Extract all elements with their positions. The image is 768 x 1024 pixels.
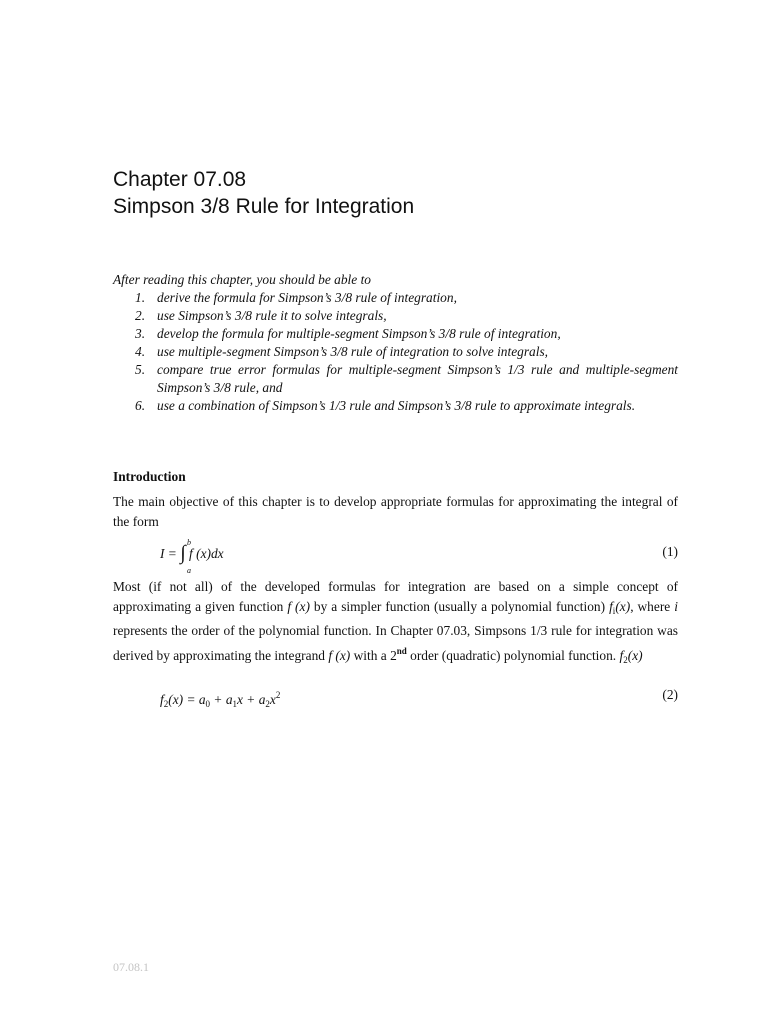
section-heading-introduction: Introduction [113,469,186,484]
objective-item: 5. compare true error formulas for multiple-segment Simpson’s 1/3 rule and multiple-segment Simpson’s 3/8 rule, and [135,362,678,395]
objective-item: 1. derive the formula for Simpson’s 3/8 rule of integration, [135,290,457,305]
objective-item: 3. develop the formula for multiple-segment Simpson’s 3/8 rule of integration, [135,326,561,341]
objective-item: 4. use multiple-segment Simpson’s 3/8 rule of integration to solve integrals, [135,344,549,359]
integral-symbol: ∫ [180,542,186,564]
chapter-number: Chapter 07.08 [113,168,247,191]
integrand: f (x)dx [189,546,224,561]
chapter-name: Simpson 3/8 Rule for Integration [113,195,415,218]
lower-limit: a [187,566,191,575]
intro-paragraph: The main objective of this chapter is to develop appropriate formulas for approximating the integral of the form [113,494,678,529]
equation-number: (1) [662,544,678,559]
equation-number: (2) [662,687,678,702]
objectives-intro: After reading this chapter, you should be able to [113,272,371,287]
upper-limit: b [187,538,191,547]
objectives-list [113,289,678,415]
equation-2: $f_2(x) = a_0 + a_1x + a_2x^2$ (2) [160,684,678,706]
equation-1: I = ∫ b a f (x)dx (1) [160,541,678,563]
learning-objectives [113,271,678,415]
objective-item: 2. use Simpson’s 3/8 rule it to solve integrals, [135,308,387,323]
chapter-title [113,166,713,220]
objective-item: 6. use a combination of Simpson’s 1/3 rule and Simpson’s 3/8 rule to approximate integrals. [135,398,636,413]
concept-paragraph: Most (if not all) of the developed formulas for integration are based on a simple concept of approximating a given function f (x) by a simpler function (usually a polynomial function) $f_i(x)$, where i represents the order of the polynomial function. In Chapter 07.03, Simpsons 1/3 rule for integration was derived by approximating the integrand f (x) with a 2nd order (quadratic) polynomial function. $f_2(x)$ [113,579,678,665]
page-number: 07.08.1 [113,960,149,974]
